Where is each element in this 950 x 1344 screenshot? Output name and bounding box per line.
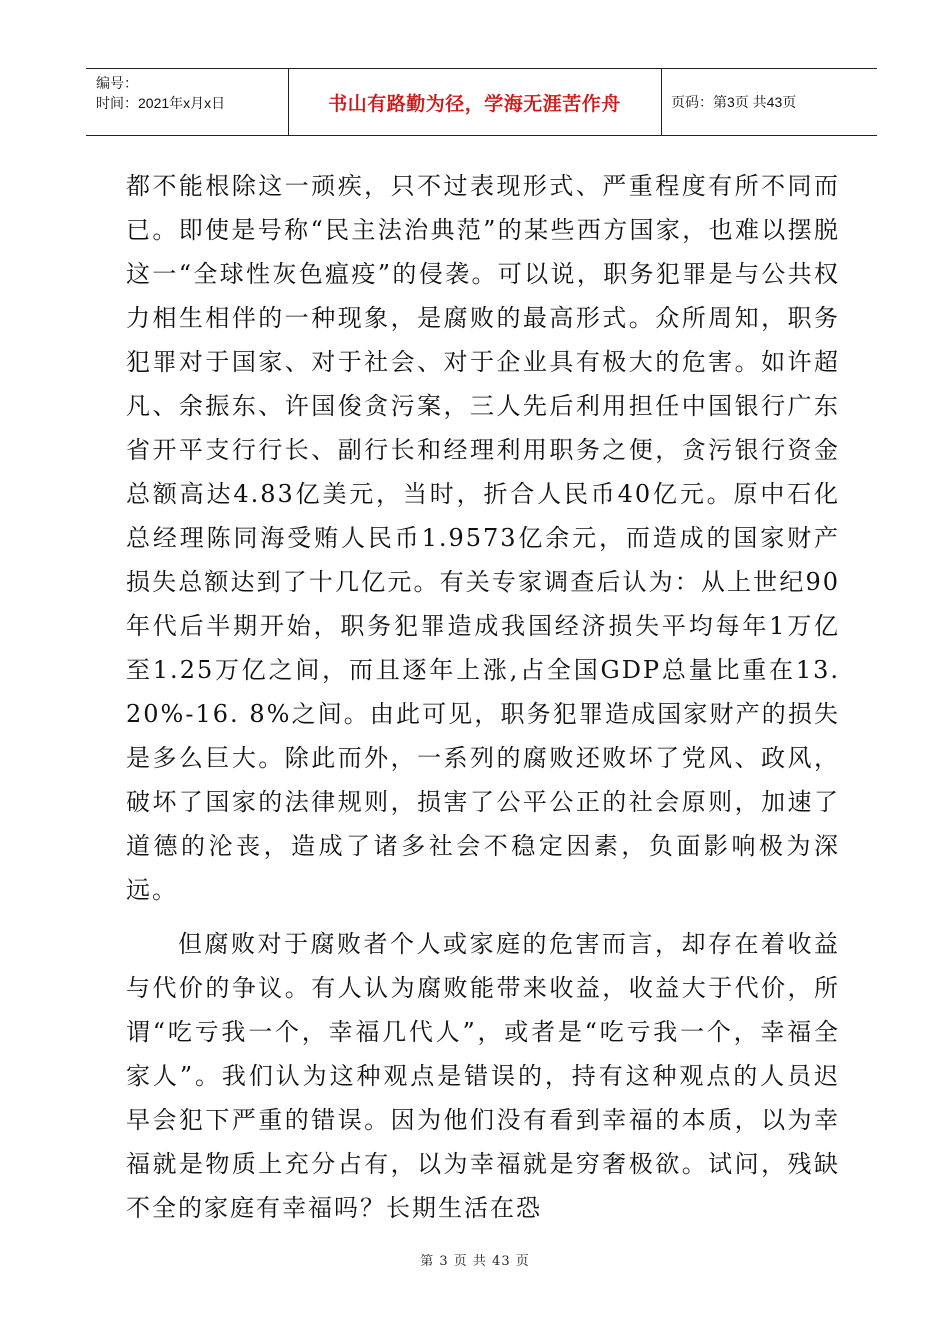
- body-paragraph-2: 但腐败对于腐败者个人或家庭的危害而言，却存在着收益与代价的争议。有人认为腐败能带来收益，收益大于代价，所谓“吃亏我一个，幸福几代人”，或者是“吃亏我一个，幸福全家人”。我们认为这种观点是错误的，持有这种观点的人员迟早会犯下严重的错误。因为他们没有看到幸福的本质，以为幸福就是物质上充分占有，以为幸福就是穷奢极欲。试问，残缺不全的家庭有幸福吗？长期生活在恐: [126, 930, 840, 1222]
- body-paragraph-1: 都不能根除这一顽疾，只不过表现形式、严重程度有所不同而已。即使是号称“民主法治典范”的某些西方国家，也难以摆脱这一“全球性灰色瘟疫”的侵袭。可以说，职务犯罪是与公共权力相生相伴的一种现象，是腐败的最高形式。众所周知，职务犯罪对于国家、对于社会、对于企业具有极大的危害。如许超凡、余振东、许国俊贪污案，三人先后利用担任中国银行广东省开平支行行长、副行长和经理利用职务之便，贪污银行资金总额高达4.83亿美元，当时，折合人民币40亿元。原中石化总经理陈同海受贿人民币1.9573亿余元，而造成的国家财产损失总额达到了十几亿元。有关专家调查后认为：从上世纪90年代后半期开始，职务犯罪造成我国经济损失平均每年1万亿至1.25万亿之间，而且逐年上涨,占全国GDP总量比重在13. 20%-16. 8%之间。由此可见，职务犯罪造成国家财产的损失是多么巨大。除此而外，一系列的腐败还败坏了党风、政风，破坏了国家的法律规则，损害了公平公正的社会原则，加速了道德的沦丧，造成了诸多社会不稳定因素，负面影响极为深远。: [126, 172, 840, 904]
- document-number-label: 编号：: [96, 75, 138, 91]
- document-body: [126, 164, 840, 1230]
- page-footer: 第 3 页 共 43 页: [420, 1254, 530, 1269]
- header-page-info: 页码：第3页 共43页: [671, 94, 797, 110]
- header-meta: [96, 73, 225, 113]
- document-time-label: 时间：2021年x月x日: [96, 95, 226, 111]
- page-header: [86, 68, 877, 136]
- header-motto: 书山有路勤为径，学海无涯苦作舟: [328, 92, 621, 115]
